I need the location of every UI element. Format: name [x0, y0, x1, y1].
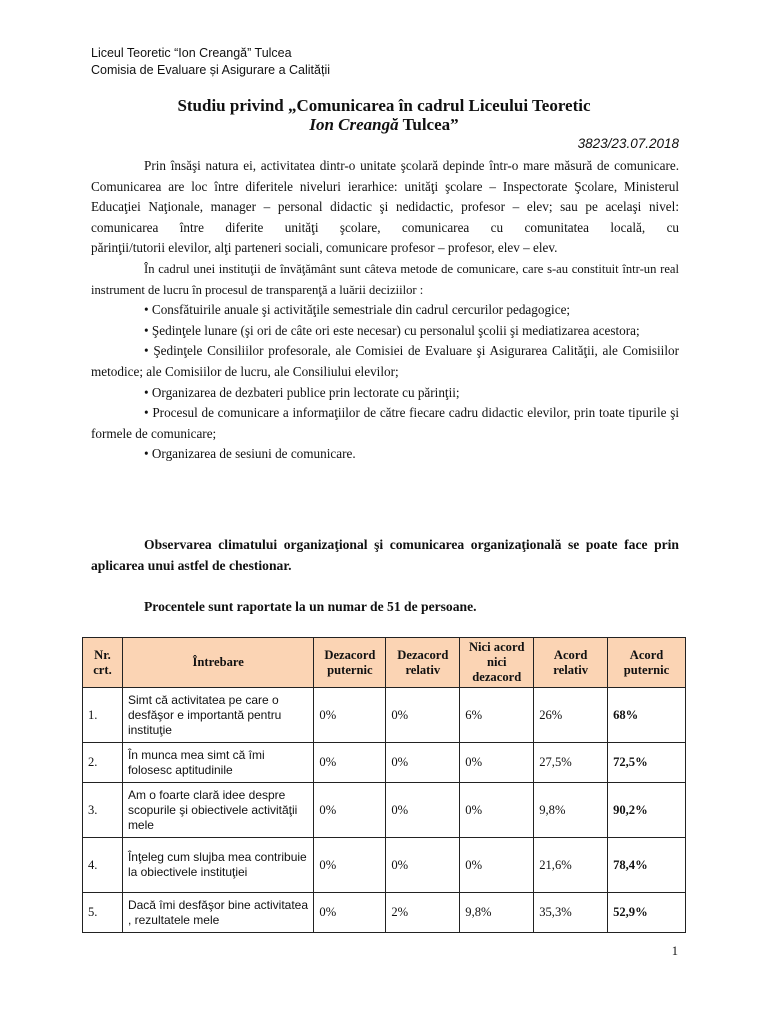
intro-body: [91, 156, 679, 465]
cell-strong-agree: 72,5%: [608, 743, 686, 783]
percent-note-text: Procentele sunt raportate la un numar de 51 de persoane.: [144, 599, 477, 614]
cell-strong-agree: 68%: [608, 688, 686, 743]
row-question: În munca mea simt că îmi folosesc aptitudinile: [122, 743, 313, 783]
bullet-item: • Organizarea de sesiuni de comunicare.: [144, 446, 356, 462]
cell-relative-agree: 21,6%: [534, 838, 608, 893]
row-number: 5.: [83, 893, 123, 933]
bullet-item: • Şedinţele Consiliilor profesorale, ale Comisiei de Evaluare şi Asigurarea Calităţii, ale Comisiilor metodice; ale Comisiilor de lucru, ale Consiliului elevilor;: [91, 343, 679, 379]
cell-relative-disagree: 2%: [386, 893, 460, 933]
cell-strong-disagree: 0%: [314, 893, 386, 933]
header-relative-agree: Acord relativ: [534, 638, 608, 688]
study-title-italic: Ion Creangă: [309, 115, 399, 134]
table-row: [83, 688, 686, 743]
cell-strong-agree: 90,2%: [608, 783, 686, 838]
table-row: [83, 838, 686, 893]
row-question: Simt că activitatea pe care o desfăşor e importantă pentru instituţie: [122, 688, 313, 743]
commission-name: Comisia de Evaluare și Asigurare a Calității: [91, 63, 330, 77]
intro-paragraph-1-end: cu: [666, 219, 680, 235]
cell-neutral: 9,8%: [460, 893, 534, 933]
header-relative-disagree: Dezacord relativ: [386, 638, 460, 688]
study-title-rest: Tulcea”: [398, 115, 459, 134]
page-number: 1: [671, 944, 678, 958]
survey-results-table: [82, 637, 686, 933]
header-nr: Nr. crt.: [83, 638, 123, 688]
row-number: 3.: [83, 783, 123, 838]
cell-strong-disagree: 0%: [314, 743, 386, 783]
cell-neutral: 0%: [460, 783, 534, 838]
row-number: 2.: [83, 743, 123, 783]
cell-strong-disagree: 0%: [314, 783, 386, 838]
cell-neutral: 0%: [460, 743, 534, 783]
row-number: 4.: [83, 838, 123, 893]
intro-paragraph-1-tail: părinţii/tutorii elevilor, alţi parteneri sociali, comunicare profesor – profesor, elev – elev.: [91, 240, 558, 256]
table-row: [83, 783, 686, 838]
table-row: [83, 743, 686, 783]
percent-note-paragraph: [91, 596, 679, 617]
cell-relative-agree: 27,5%: [534, 743, 608, 783]
cell-strong-disagree: 0%: [314, 688, 386, 743]
school-name: Liceul Teoretic “Ion Creangă” Tulcea: [91, 46, 292, 60]
intro-paragraph-2: În cadrul unei instituţii de învăţământ sunt câteva metode de comunicare, care s-au constituit într-un real instrument de lucru în procesul de transparenţă a luării deciziilor :: [91, 261, 679, 297]
row-number: 1.: [83, 688, 123, 743]
header-strong-agree: Acord puternic: [608, 638, 686, 688]
header-strong-disagree: Dezacord puternic: [314, 638, 386, 688]
cell-relative-disagree: 0%: [386, 743, 460, 783]
cell-strong-disagree: 0%: [314, 838, 386, 893]
cell-relative-agree: 35,3%: [534, 893, 608, 933]
table-row: [83, 893, 686, 933]
study-title-line1: Studiu privind „Comunicarea în cadrul Liceului Teoretic: [177, 96, 591, 115]
cell-strong-agree: 78,4%: [608, 838, 686, 893]
cell-strong-agree: 52,9%: [608, 893, 686, 933]
row-question: Înţeleg cum slujba mea contribuie la obiectivele instituţiei: [122, 838, 313, 893]
study-title-line2: [0, 114, 768, 135]
table-header-row: [83, 638, 686, 688]
bullet-item: • Procesul de comunicare a informaţiilor de către fiecare cadru didactic elevilor, prin toate tipurile şi formele de comunicare;: [91, 405, 679, 441]
row-question: Dacă îmi desfăşor bine activitatea , rezultatele mele: [122, 893, 313, 933]
row-question: Am o foarte clară idee despre scopurile şi obiectivele activităţii mele: [122, 783, 313, 838]
bullet-item: • Consfătuirile anuale şi activităţile semestriale din cadrul cercurilor pedagogice;: [144, 302, 571, 318]
cell-relative-agree: 26%: [534, 688, 608, 743]
header-neutral: Nici acord nici dezacord: [460, 638, 534, 688]
header-question: Întrebare: [122, 638, 313, 688]
observation-paragraph: [91, 534, 679, 576]
cell-relative-disagree: 0%: [386, 688, 460, 743]
intro-paragraph-1: [91, 156, 679, 238]
cell-relative-disagree: 0%: [386, 838, 460, 893]
bullet-item: • Şedinţele lunare (şi ori de câte ori este necesar) cu personalul şcolii şi mediatizarea acestora;: [144, 322, 640, 338]
cell-neutral: 6%: [460, 688, 534, 743]
cell-relative-disagree: 0%: [386, 783, 460, 838]
cell-neutral: 0%: [460, 838, 534, 893]
intro-paragraph-1-text: Prin însăşi natura ei, activitatea dintr-o unitate şcolară depinde într-o mare măsură de comunicare. Comunicarea are loc între diferitele niveluri ierarhice: unităţi şcolare – Inspectorate Şcolare, Ministerul Educaţiei Naţionale, manager – personal didactic şi nedidactic, profesor – elev; sau pe acelaşi nivel: comunicarea între diferite unităţi şcolare, comunicarea cu comunitatea locală,: [91, 158, 679, 235]
observation-text: Observarea climatului organizaţional şi comunicarea organizaţională se poate face prin aplicarea unui astfel de chestionar.: [91, 537, 679, 573]
cell-relative-agree: 9,8%: [534, 783, 608, 838]
document-reference-number: 3823/23.07.2018: [577, 136, 679, 151]
bullet-item: • Organizarea de dezbateri publice prin lectorate cu părinţii;: [144, 384, 460, 400]
